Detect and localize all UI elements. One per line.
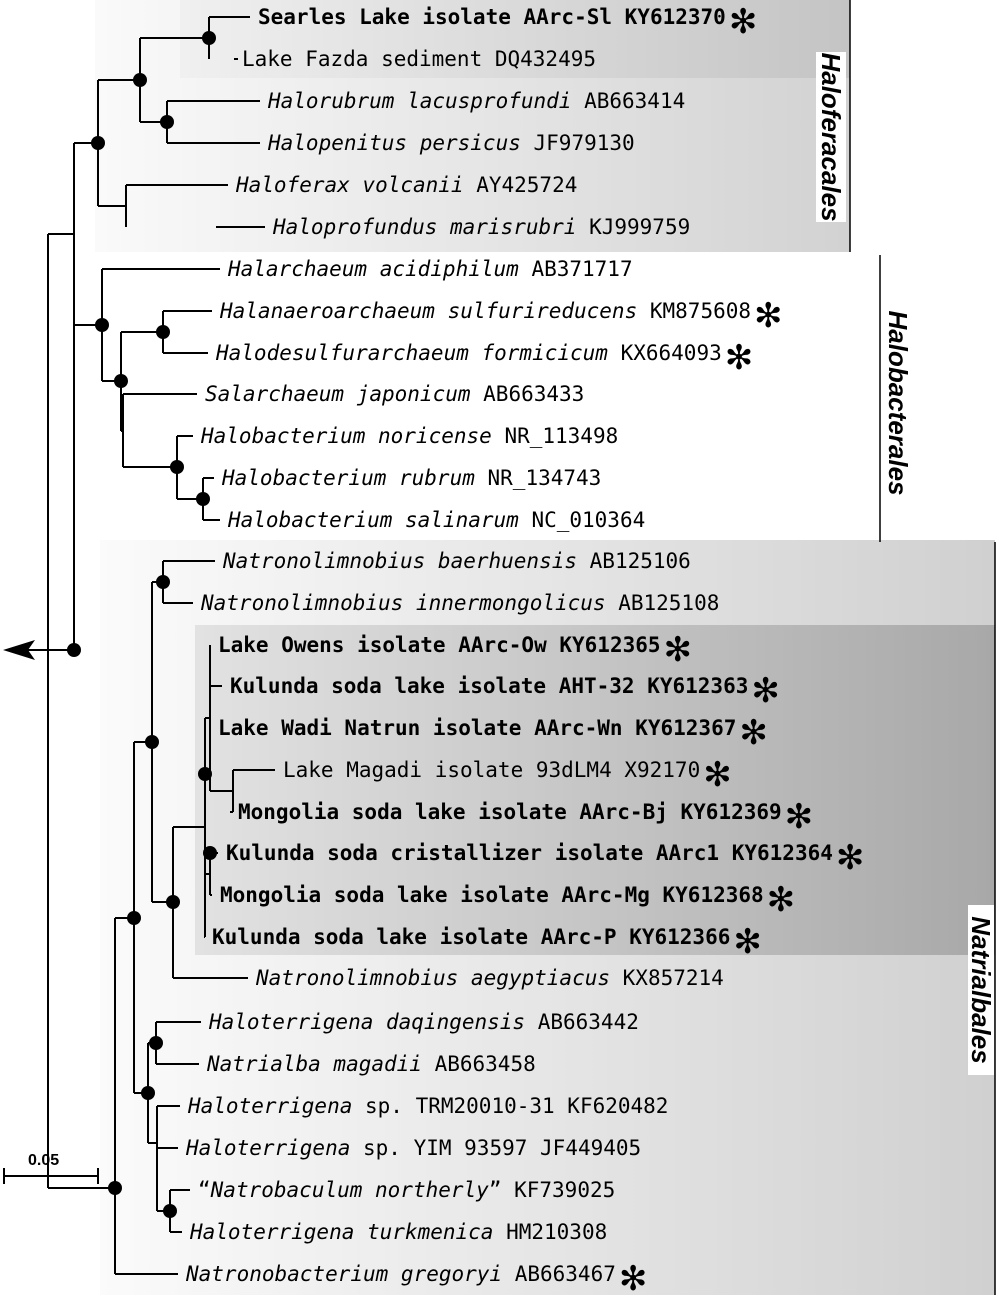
species-name: Natrialba magadii bbox=[207, 1052, 422, 1076]
tip-label bbox=[208, 1010, 639, 1034]
tip-label bbox=[212, 925, 730, 949]
label-text: Searles Lake isolate AArc-Sl bbox=[258, 5, 613, 29]
new-isolate-asterisk-icon: ✻ bbox=[784, 797, 814, 837]
label-text: KX857214 bbox=[610, 966, 724, 990]
species-name: Halopenitus persicus bbox=[268, 131, 521, 155]
bootstrap-node-marker bbox=[203, 846, 217, 860]
tip-label bbox=[185, 1136, 641, 1160]
tip-label bbox=[221, 466, 601, 490]
label-text: Kulunda soda cristallizer isolate AArc1 bbox=[226, 841, 720, 865]
label-text: sp. TRM20010-31 KF620482 bbox=[352, 1094, 669, 1118]
root-arrow bbox=[3, 640, 74, 660]
label-text: KM875608 bbox=[637, 299, 752, 323]
bootstrap-node-marker bbox=[127, 911, 141, 925]
new-isolate-asterisk-icon: ✻ bbox=[766, 880, 796, 920]
tip-label bbox=[200, 424, 618, 448]
species-name: Haloterrigena turkmenica bbox=[190, 1220, 494, 1244]
bootstrap-node-marker bbox=[163, 1204, 177, 1218]
label-text: KY612367 bbox=[622, 716, 737, 740]
tip-label bbox=[215, 341, 722, 365]
tip-label bbox=[222, 549, 691, 573]
label-text: AB371717 bbox=[518, 257, 633, 281]
tip-label bbox=[238, 800, 782, 824]
bootstrap-node-marker bbox=[108, 1181, 122, 1195]
label-text: AB663414 bbox=[571, 89, 686, 113]
label-text: ” KF739025 bbox=[488, 1178, 616, 1202]
new-isolate-asterisk-icon: ✻ bbox=[835, 838, 865, 878]
scale-bar-label: 0.05 bbox=[28, 1152, 60, 1169]
label-text: AB663458 bbox=[421, 1052, 536, 1076]
label-text: Lake Owens isolate AArc-Ow bbox=[218, 633, 547, 657]
label-text: AB125106 bbox=[577, 549, 691, 573]
new-isolate-asterisk-icon: ✻ bbox=[724, 338, 754, 378]
label-text: KJ999759 bbox=[576, 215, 691, 239]
tip-label bbox=[267, 89, 685, 113]
bootstrap-node-marker bbox=[149, 1036, 163, 1050]
label-text: Lake Wadi Natrun isolate AArc-Wn bbox=[218, 716, 623, 740]
label-text: Kulunda soda lake isolate AArc-P bbox=[212, 925, 617, 949]
species-name: Natronolimnobius baerhuensis bbox=[223, 549, 578, 573]
label-text: KY612368 bbox=[649, 883, 764, 907]
label-text: “ bbox=[198, 1178, 211, 1202]
species-name: Salarchaeum japonicum bbox=[205, 382, 471, 406]
new-isolate-asterisk-icon: ✻ bbox=[751, 671, 780, 711]
tip-label bbox=[205, 382, 584, 406]
label-text: KY612365 bbox=[546, 633, 661, 657]
bootstrap-node-marker bbox=[156, 575, 170, 589]
tip-label bbox=[220, 883, 764, 907]
new-isolate-asterisk-icon: ✻ bbox=[754, 296, 783, 336]
species-name: Natronolimnobius aegyptiacus bbox=[256, 966, 611, 990]
tip-label bbox=[272, 215, 690, 239]
label-text: HM210308 bbox=[493, 1220, 608, 1244]
label-text: Mongolia soda lake isolate AArc-Bj bbox=[238, 800, 668, 824]
tip-label bbox=[198, 1178, 615, 1202]
tip-label bbox=[219, 299, 751, 323]
label-text: KY612366 bbox=[616, 925, 731, 949]
tip-label bbox=[218, 633, 661, 657]
species-name: Halodesulfurarchaeum formicicum bbox=[216, 341, 608, 365]
tip-label bbox=[235, 173, 577, 197]
species-name: Haloprofundus marisrubri bbox=[273, 215, 577, 239]
tip-label bbox=[187, 1094, 668, 1118]
label-text: JF979130 bbox=[520, 131, 635, 155]
bootstrap-node-marker bbox=[170, 460, 184, 474]
species-name: Halorubrum lacusprofundi bbox=[268, 89, 572, 113]
tip-label bbox=[200, 591, 719, 615]
bootstrap-node-marker bbox=[160, 115, 174, 129]
species-name: Halarchaeum acidiphilum bbox=[228, 257, 519, 281]
tip-label bbox=[189, 1220, 607, 1244]
tip-label bbox=[227, 257, 633, 281]
new-isolate-asterisk-icon: ✻ bbox=[728, 2, 758, 42]
species-name: Haloterrigena bbox=[188, 1094, 353, 1118]
bootstrap-node-marker bbox=[141, 1086, 155, 1100]
tip-label bbox=[283, 758, 700, 782]
label-text: sp. YIM 93597 JF449405 bbox=[350, 1136, 642, 1160]
label-text: KY612364 bbox=[719, 841, 833, 865]
species-name: Haloterrigena bbox=[186, 1136, 351, 1160]
label-text: Lake Fazda sediment DQ432495 bbox=[242, 47, 597, 71]
label-text: NR_113498 bbox=[491, 424, 619, 448]
tip-label bbox=[218, 716, 736, 740]
bootstrap-node-marker bbox=[166, 895, 180, 909]
species-name: Halobacterium salinarum bbox=[228, 508, 519, 532]
label-text: Mongolia soda lake isolate AArc-Mg bbox=[220, 883, 650, 907]
label-text: NR_134743 bbox=[474, 466, 602, 490]
label-text: AB663442 bbox=[525, 1010, 639, 1034]
tip-label bbox=[267, 131, 635, 155]
species-name: Natronobacterium gregoryi bbox=[186, 1262, 503, 1286]
bootstrap-node-marker bbox=[95, 318, 109, 332]
species-name: Halobacterium noricense bbox=[201, 424, 492, 448]
species-name: Halobacterium rubrum bbox=[222, 466, 475, 490]
halobacterales-label: Halobacterales bbox=[883, 310, 913, 496]
bootstrap-node-marker bbox=[91, 136, 105, 150]
tip-label bbox=[255, 966, 724, 990]
species-name: Natrobaculum northerly bbox=[210, 1178, 489, 1202]
bootstrap-node-marker bbox=[202, 31, 216, 45]
label-text: AY425724 bbox=[463, 173, 578, 197]
tip-label bbox=[226, 841, 833, 865]
tip-label bbox=[242, 47, 596, 71]
species-name: Halanaeroarchaeum sulfurireducens bbox=[220, 299, 638, 323]
tip-label bbox=[227, 508, 645, 532]
tip-label bbox=[185, 1262, 616, 1286]
bootstrap-node-marker bbox=[196, 492, 210, 506]
bootstrap-node-marker bbox=[145, 735, 159, 749]
new-isolate-asterisk-icon: ✻ bbox=[663, 630, 693, 670]
bootstrap-node-marker bbox=[198, 767, 212, 781]
label-text: AB663433 bbox=[470, 382, 585, 406]
new-isolate-asterisk-icon: ✻ bbox=[618, 1259, 648, 1299]
scale-bar bbox=[4, 1152, 98, 1184]
species-name: Natronolimnobius innermongolicus bbox=[201, 591, 606, 615]
label-text: KY612370 bbox=[612, 5, 726, 29]
tip-label bbox=[206, 1052, 536, 1076]
natrialbales-label: Natrialbales bbox=[966, 916, 996, 1064]
species-name: Haloferax volcanii bbox=[236, 173, 464, 197]
bootstrap-node-marker bbox=[156, 325, 170, 339]
bootstrap-node-marker bbox=[133, 73, 147, 87]
label-text: NC_010364 bbox=[518, 508, 646, 532]
label-text: Kulunda soda lake isolate AHT-32 bbox=[230, 674, 635, 698]
species-name: Haloterrigena daqingensis bbox=[209, 1010, 526, 1034]
new-isolate-asterisk-icon: ✻ bbox=[739, 713, 768, 753]
tip-label bbox=[230, 674, 748, 698]
haloferacales-label: Haloferacales bbox=[816, 52, 846, 222]
bootstrap-node-marker bbox=[114, 374, 128, 388]
label-text: KY612369 bbox=[667, 800, 782, 824]
label-text: AB125108 bbox=[605, 591, 720, 615]
tip-label bbox=[258, 5, 726, 29]
new-isolate-asterisk-icon: ✻ bbox=[733, 922, 762, 962]
label-text: Lake Magadi isolate 93dLM4 X92170 bbox=[283, 758, 701, 782]
label-text: AB663467 bbox=[502, 1262, 616, 1286]
label-text: KX664093 bbox=[607, 341, 722, 365]
label-text: KY612363 bbox=[634, 674, 749, 698]
new-isolate-asterisk-icon: ✻ bbox=[703, 755, 732, 795]
